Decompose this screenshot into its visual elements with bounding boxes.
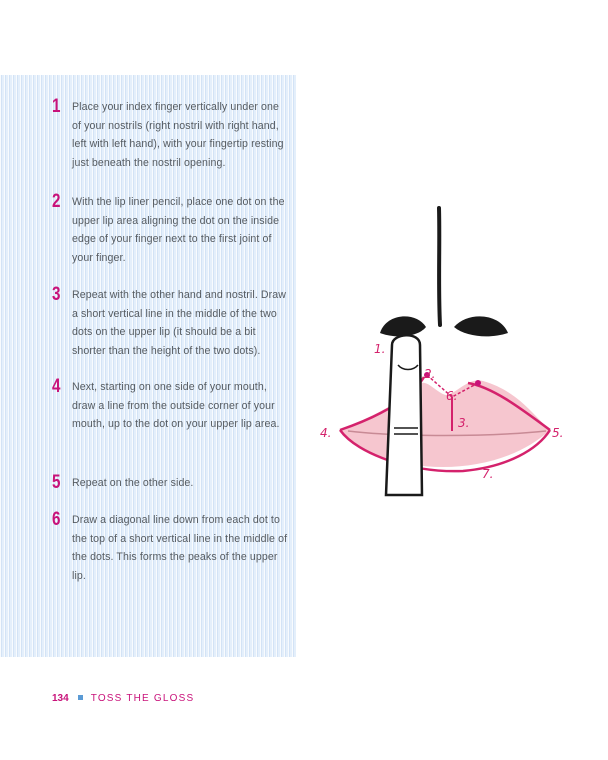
section-title: TOSS THE GLOSS — [90, 693, 195, 704]
label-6: 6. — [446, 389, 458, 403]
step-4 — [52, 378, 288, 434]
step-2 — [52, 193, 288, 267]
step-text: Place your index finger vertically under one of your nostrils (right nostril with right hand, left with left hand), with your fingertip resting just beneath the nostril opening. — [72, 101, 284, 169]
face-drawing — [318, 205, 578, 505]
right-dot — [475, 380, 481, 386]
step-text: Draw a diagonal line down from each dot to the top of a short vertical line in the middle of the dots. This forms the peaks of the upper lip. — [72, 514, 288, 582]
lip-illustration — [318, 205, 578, 505]
step-text: Repeat on the other side. — [72, 477, 194, 489]
left-nostril — [380, 316, 426, 336]
step-text: With the lip liner pencil, place one dot on the upper lip area aligning the dot on the inside edge of your finger next to the first joint of your finger. — [72, 196, 285, 264]
step-6 — [52, 511, 288, 585]
step-1 — [52, 98, 288, 172]
label-5: 5. — [552, 426, 564, 440]
label-2: 2. — [424, 367, 436, 381]
step-number: 2 — [52, 191, 61, 212]
step-number: 5 — [52, 472, 61, 493]
label-1: 1. — [374, 342, 386, 356]
step-number: 3 — [52, 284, 61, 305]
separator-square-icon — [78, 695, 83, 700]
label-4: 4. — [320, 426, 332, 440]
step-3 — [52, 286, 288, 360]
step-number: 1 — [52, 96, 61, 117]
nose-bridge-line — [439, 208, 440, 325]
step-5 — [52, 474, 288, 493]
label-3: 3. — [458, 416, 470, 430]
step-number: 4 — [52, 376, 61, 397]
right-nostril — [454, 316, 508, 336]
finger — [386, 335, 422, 495]
page-footer — [52, 693, 194, 704]
step-text: Next, starting on one side of your mouth, draw a line from the outside corner of your mouth, up to the dot on your upper lip area. — [72, 381, 280, 431]
label-7: 7. — [482, 467, 494, 481]
step-text: Repeat with the other hand and nostril. Draw a short vertical line in the middle of the two dots on the upper lip (it should be a bit shorter than the height of the two dots). — [72, 289, 287, 357]
step-number: 6 — [52, 509, 61, 530]
page-number: 134 — [52, 693, 69, 704]
